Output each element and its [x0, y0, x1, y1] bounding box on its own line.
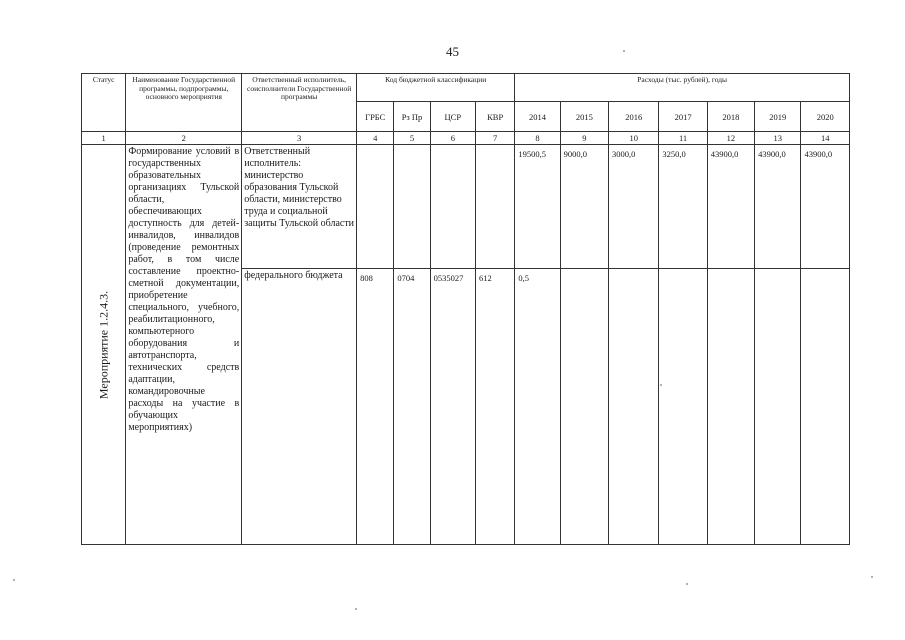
scan-speck	[623, 50, 625, 52]
header-grbs: ГРБС	[357, 102, 394, 132]
header-year-2018: 2018	[707, 102, 754, 132]
expense-2016	[609, 269, 659, 545]
budget-source: федерального бюджета	[242, 269, 357, 545]
header-kvr: КВР	[475, 102, 514, 132]
header-year-2016: 2016	[609, 102, 659, 132]
header-year-2020: 2020	[801, 102, 850, 132]
header-program-name: Наименование Государственной программы, подпрограммы, основного мероприятия	[126, 74, 242, 132]
expense-2016: 3000,0	[609, 145, 659, 269]
measure-name: Формирование условий в государственных образовательных организациях Тульской области, обеспечивающих доступность для детей-инвалидов, инвалидов (проведение ремонтных работ, в том числе составление проектно-сметной документации, приобретение специального, учебного, реабилитационного, компьютерного оборудования и автотранспорта, технических средств адаптации, командировочные расходы на участие в обучающих мероприятиях)	[126, 145, 242, 545]
expense-2019: 43900,0	[755, 145, 801, 269]
column-number: 2	[126, 132, 242, 145]
header-rzpr: Рз Пр	[394, 102, 430, 132]
grbs-cell: 808	[357, 269, 394, 545]
column-number: 5	[394, 132, 430, 145]
expense-2014: 0,5	[515, 269, 560, 545]
expense-2018: 43900,0	[707, 145, 754, 269]
column-number: 12	[707, 132, 754, 145]
expense-2018	[707, 269, 754, 545]
column-number: 1	[82, 132, 126, 145]
column-number: 8	[515, 132, 560, 145]
expense-2017	[659, 269, 707, 545]
table-row	[82, 145, 850, 269]
column-number: 11	[659, 132, 707, 145]
header-year-2015: 2015	[560, 102, 608, 132]
grbs-cell	[357, 145, 394, 269]
csr-cell: 0535027	[430, 269, 475, 545]
responsible-executor: Ответственный исполнитель: министерство образования Тульской области, министерство труда и социальной защиты Тульской области	[242, 145, 357, 269]
rzpr-cell	[394, 145, 430, 269]
csr-cell	[430, 145, 475, 269]
budget-table	[81, 73, 850, 545]
page-number: 45	[446, 44, 459, 59]
header-year-2014: 2014	[515, 102, 560, 132]
scan-speck	[871, 576, 873, 578]
status-cell	[82, 145, 126, 545]
kvr-cell: 612	[475, 269, 514, 545]
column-number: 13	[755, 132, 801, 145]
header-year-2017: 2017	[659, 102, 707, 132]
scan-speck	[686, 583, 688, 585]
column-number: 14	[801, 132, 850, 145]
expense-2015	[560, 269, 608, 545]
header-year-2019: 2019	[755, 102, 801, 132]
column-number: 6	[430, 132, 475, 145]
header-csr: ЦСР	[430, 102, 475, 132]
scan-speck	[13, 579, 15, 581]
rzpr-cell: 0704	[394, 269, 430, 545]
scan-speck	[660, 384, 662, 386]
column-number: 4	[357, 132, 394, 145]
header-responsible: Ответственный исполнитель, соисполнители Государственной программы	[242, 74, 357, 132]
status-label: Мероприятие 1.2.4.3.	[96, 290, 111, 399]
scan-speck	[355, 608, 357, 610]
expense-2015: 9000,0	[560, 145, 608, 269]
column-number: 9	[560, 132, 608, 145]
expense-2020	[801, 269, 850, 545]
expense-2019	[755, 269, 801, 545]
header-status: Статус	[82, 74, 126, 132]
column-number: 10	[609, 132, 659, 145]
expense-2020: 43900,0	[801, 145, 850, 269]
column-number: 3	[242, 132, 357, 145]
expense-2014: 19500,5	[515, 145, 560, 269]
expense-2017: 3250,0	[659, 145, 707, 269]
kvr-cell	[475, 145, 514, 269]
header-budget-code: Код бюджетной классификации	[357, 74, 515, 102]
header-expenses: Расходы (тыс. рублей), годы	[515, 74, 850, 102]
column-number: 7	[475, 132, 514, 145]
